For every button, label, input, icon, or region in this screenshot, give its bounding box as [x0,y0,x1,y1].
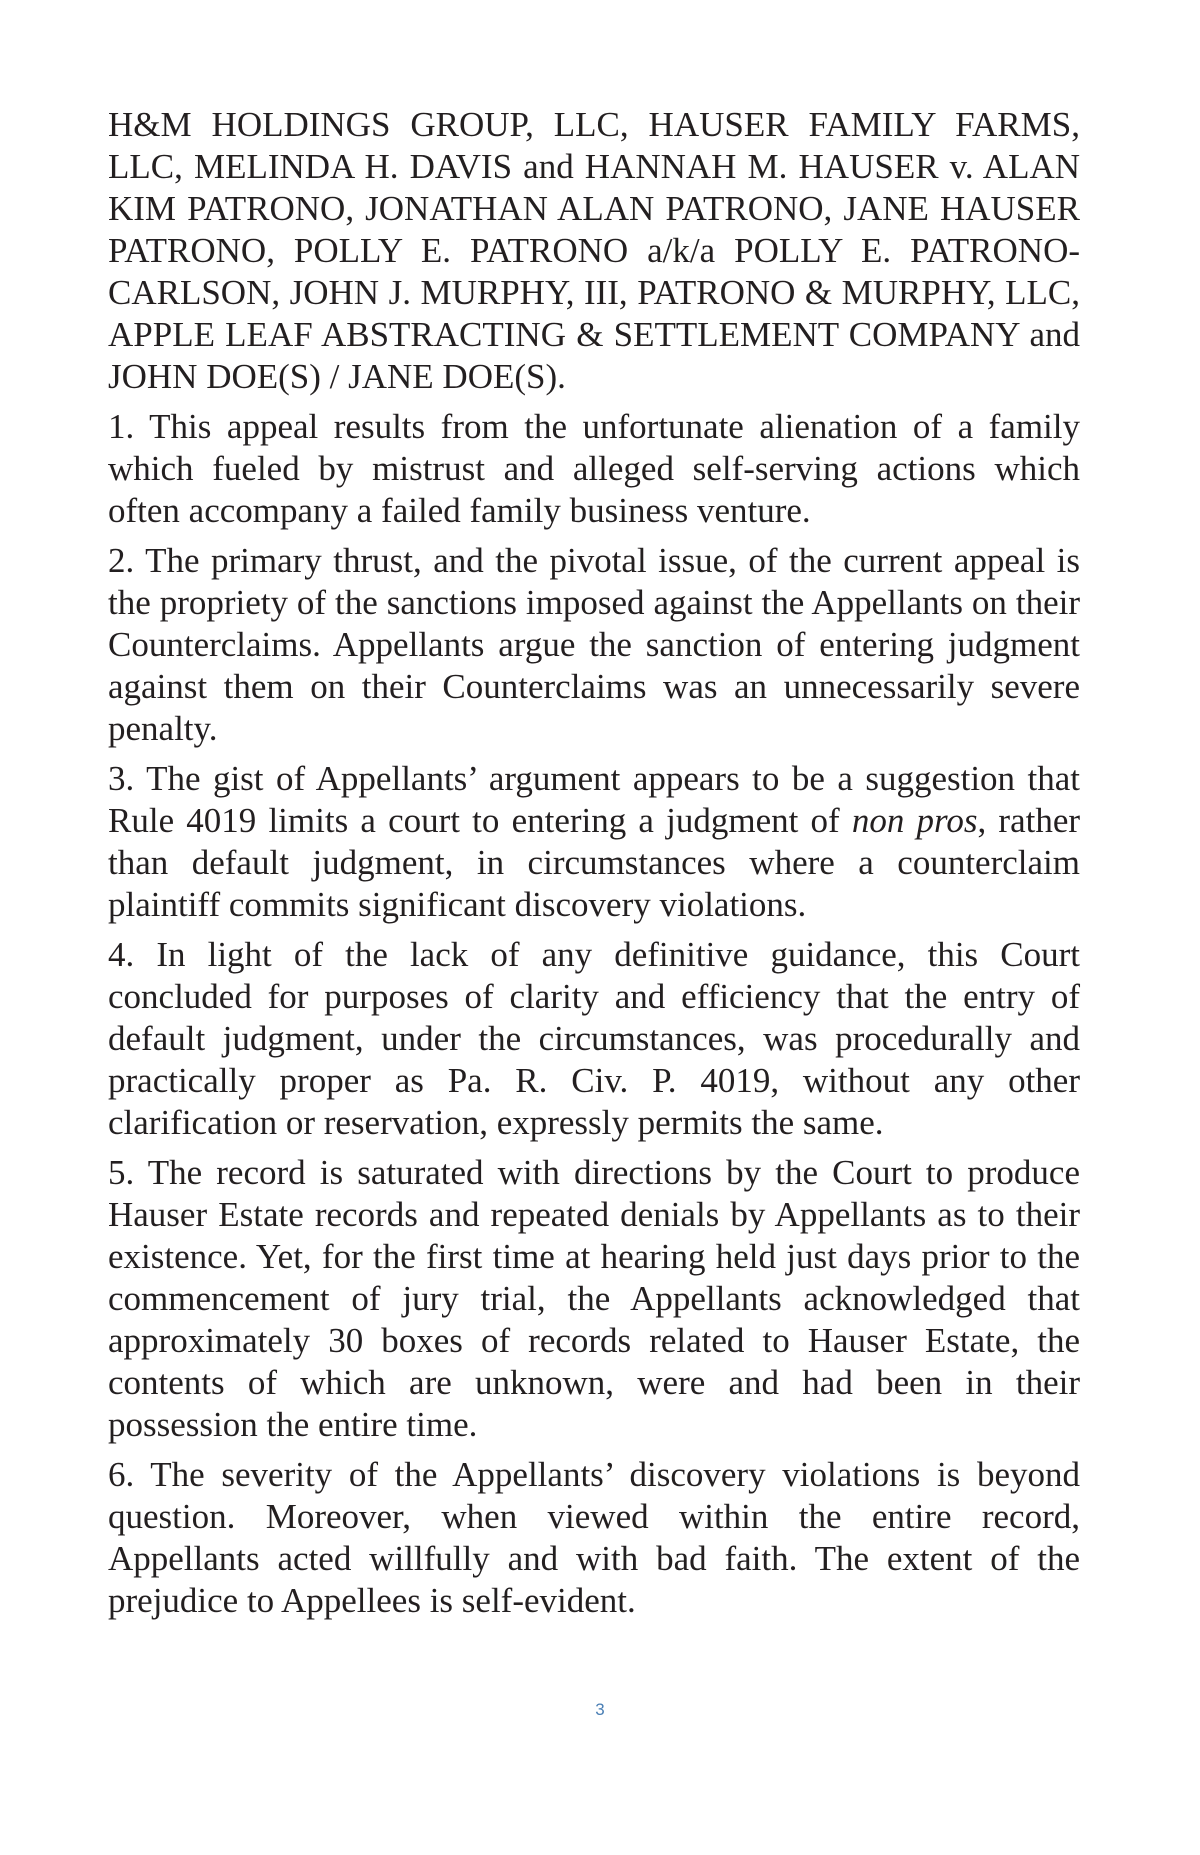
paragraph-italic-term: non pros [851,801,978,840]
paragraph-5 [108,1152,1080,1446]
paragraph-text: The severity of the Appellants’ discovery violations is beyond question. Moreover, when viewed within the entire record, Appellants acted willfully and with bad faith. The extent of the prejudice to Appellees is self-evident. [108,1455,1081,1620]
paragraph-text: The record is saturated with directions by the Court to produce Hauser Estate records and repeated denials by Appellants as to their existence. Yet, for the first time at hearing held just days prior to the commencement of jury trial, the Appellants acknowledged that approximately 30 boxes of records related to Hauser Estate, the contents of which are unknown, were and had been in their possession the entire time. [108,1153,1080,1444]
paragraph-number: 6. [108,1455,135,1494]
paragraph-text: This appeal results from the unfortunate alienation of a family which fueled by mistrust and alleged self-serving actions which often accompany a failed family business venture. [108,407,1081,530]
paragraph-text: The gist of Appellants’ argument appears to be a suggestion that Rule 4019 limits a court to entering a judgment of [108,759,1080,840]
paragraph-3 [108,758,1080,926]
paragraph-number: 2. [108,541,135,580]
paragraph-number: 3. [108,759,135,798]
paragraph-4 [108,934,1080,1144]
paragraph-text: In light of the lack of any definitive guidance, this Court concluded for purposes of clarity and efficiency that the entry of default judgment, under the circumstances, was procedurally and practically proper as Pa. R. Civ. P. 4019, without any other clarification or reservation, expressly permits the same. [108,935,1080,1142]
paragraph-text: The primary thrust, and the pivotal issue, of the current appeal is the propriety of the sanctions imposed against the Appellants on their Counterclaims. Appellants argue the sanction of entering judgment against them on their Counterclaims was an unnecessarily severe penalty. [108,541,1081,748]
case-caption: H&M HOLDINGS GROUP, LLC, HAUSER FAMILY FARMS, LLC, MELINDA H. DAVIS and HANNAH M. HAUSER v. ALAN KIM PATRONO, JONATHAN ALAN PATRONO, JANE HAUSER PATRONO, POLLY E. PATRONO a/k/a POLLY E. PATRONO-CARLSON, JOHN J. MURPHY, III, PATRONO & MURPHY, LLC, APPLE LEAF ABSTRACTING & SETTLEMENT COMPANY and JOHN DOE(S) / JANE DOE(S). [108,105,1080,396]
document-body [108,104,1080,1630]
paragraph-number: 5. [108,1153,135,1192]
paragraph-1 [108,406,1080,532]
page-number: 3 [595,1700,605,1719]
paragraph-6 [108,1454,1080,1622]
paragraph-number: 4. [108,935,135,974]
paragraph-2 [108,540,1080,750]
paragraph-text-continued: , rather than default judgment, in circumstances where a counterclaim plaintiff commits significant discovery violations. [108,801,1081,924]
paragraph-number: 1. [108,407,135,446]
